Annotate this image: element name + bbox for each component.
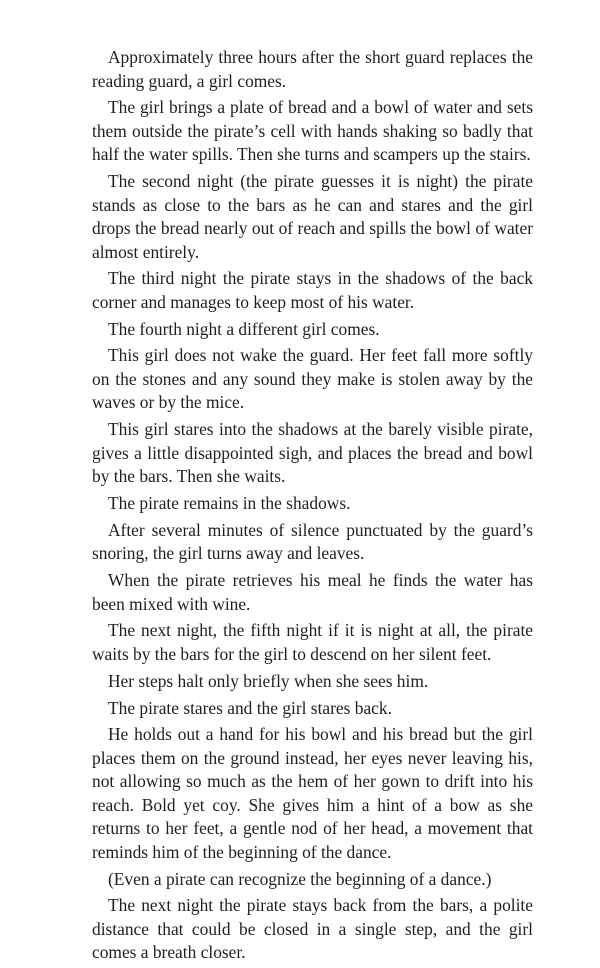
paragraph-16: The next night the pirate stays back from the bars, a polite distance that could be closed in a single step, and the girl comes a breath closer. [92,895,533,963]
paragraph-15: (Even a pirate can recognize the beginning of a dance.) [108,868,492,889]
paragraph-9: After several minutes of silence punctuated by the guard’s snoring, the girl turns away and leaves. [92,519,533,564]
paragraph-7: This girl stares into the shadows at the barely visible pirate, gives a little disappointed sigh, and places the bread and bowl by the bars. Then she waits. [92,419,533,487]
paragraph-4: The third night the pirate stays in the shadows of the back corner and manages to keep most of his water. [92,268,533,312]
paragraph-2: The girl brings a plate of bread and a bowl of water and sets them outside the pirate’s cell with hands shaking so badly that half the water spills. Then she turns and scampers up the stairs. [92,97,533,165]
paragraph-6: This girl does not wake the guard. Her feet fall more softly on the stones and any sound they make is stolen away by the waves or by the mice. [92,345,533,413]
paragraph-14: He holds out a hand for his bowl and his bread but the girl places them on the ground instead, her eyes never leaving his, not allowing so much as the hem of her gown to drift into his reach. Bold yet coy. She gives him a hint of a bow as she returns to her feet, a gentle nod of her head, a movement that reminds him of the beginning of the dance. [92,724,533,862]
paragraph-5: The fourth night a different girl comes. [108,318,380,339]
paragraph-12: Her steps halt only briefly when she sees him. [108,670,429,691]
paragraph-3: The second night (the pirate guesses it is night) the pirate stands as close to the bars as he can and stares and the girl drops the bread nearly out of reach and spills the bowl of water almost entirely. [92,171,533,262]
paragraph-1: Approximately three hours after the short guard replaces the reading guard, a girl comes. [92,47,533,91]
book-page [92,46,533,968]
paragraph-10: When the pirate retrieves his meal he finds the water has been mixed with wine. [92,570,533,614]
paragraph-13: The pirate stares and the girl stares back. [108,697,392,718]
paragraph-8: The pirate remains in the shadows. [108,493,351,514]
paragraph-11: The next night, the fifth night if it is night at all, the pirate waits by the bars for the girl to descend on her silent feet. [92,620,533,664]
